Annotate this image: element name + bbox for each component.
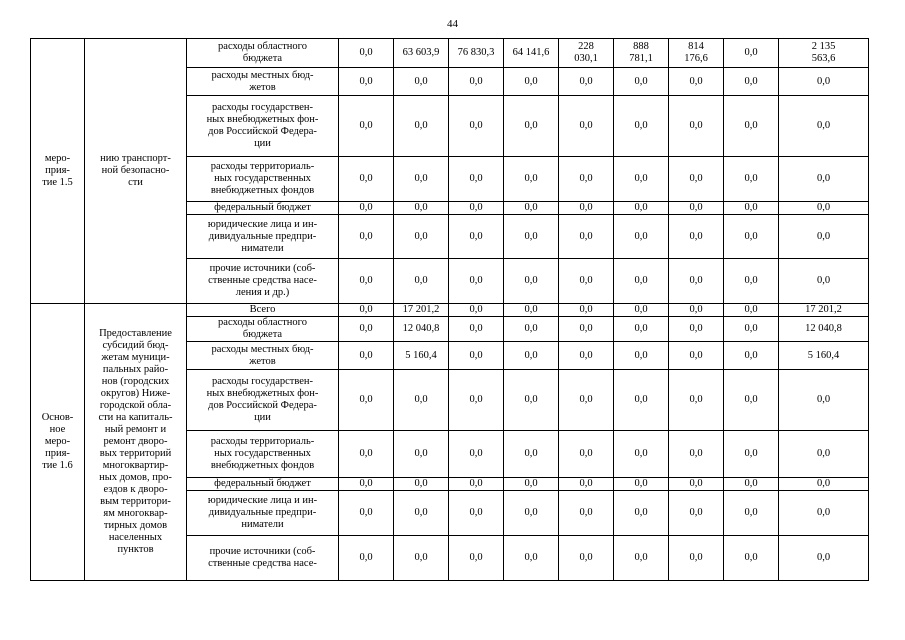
- funding-source-cell: юридические лица и ин- дивидуальные предпри- ниматели: [187, 215, 339, 259]
- value-cell: 0,0: [614, 68, 669, 96]
- value-cell: 0,0: [669, 478, 724, 491]
- value-cell: 0,0: [504, 202, 559, 215]
- value-cell: 0,0: [504, 342, 559, 370]
- value-cell: 0,0: [614, 342, 669, 370]
- value-cell: 0,0: [669, 317, 724, 342]
- value-cell: 0,0: [724, 215, 779, 259]
- total-cell: 0,0: [779, 157, 869, 202]
- table-row: [31, 304, 869, 317]
- funding-source-cell: расходы областного бюджета: [187, 317, 339, 342]
- value-cell: 0,0: [724, 157, 779, 202]
- total-cell: 2 135 563,6: [779, 39, 869, 68]
- value-cell: 0,0: [339, 370, 394, 431]
- value-cell: 0,0: [394, 259, 449, 304]
- value-cell: 0,0: [339, 317, 394, 342]
- value-cell: 0,0: [614, 259, 669, 304]
- funding-source-cell: прочие источники (соб- ственные средства насе- ления и др.): [187, 259, 339, 304]
- value-cell: 0,0: [559, 342, 614, 370]
- value-cell: 0,0: [559, 317, 614, 342]
- funding-source-cell: расходы государствен- ных внебюджетных фон- дов Российской Федера- ции: [187, 96, 339, 157]
- value-cell: 0,0: [724, 68, 779, 96]
- value-cell: 0,0: [669, 491, 724, 536]
- value-cell: 0,0: [449, 202, 504, 215]
- funding-source-cell: федеральный бюджет: [187, 478, 339, 491]
- total-cell: 0,0: [779, 431, 869, 478]
- value-cell: 0,0: [339, 215, 394, 259]
- value-cell: 0,0: [394, 478, 449, 491]
- value-cell: 0,0: [449, 215, 504, 259]
- activity-cell: меро- прия- тие 1.5: [31, 39, 85, 304]
- value-cell: 0,0: [394, 370, 449, 431]
- total-cell: 12 040,8: [779, 317, 869, 342]
- value-cell: 0,0: [339, 478, 394, 491]
- value-cell: 0,0: [669, 342, 724, 370]
- value-cell: 0,0: [724, 96, 779, 157]
- value-cell: 0,0: [394, 68, 449, 96]
- funding-source-cell: юридические лица и ин- дивидуальные предпри- ниматели: [187, 491, 339, 536]
- value-cell: 0,0: [669, 431, 724, 478]
- value-cell: 0,0: [504, 431, 559, 478]
- value-cell: 0,0: [614, 370, 669, 431]
- value-cell: 0,0: [449, 491, 504, 536]
- value-cell: 0,0: [724, 536, 779, 581]
- value-cell: 0,0: [449, 68, 504, 96]
- value-cell: 0,0: [669, 370, 724, 431]
- value-cell: 0,0: [339, 491, 394, 536]
- value-cell: 0,0: [339, 157, 394, 202]
- value-cell: 228 030,1: [559, 39, 614, 68]
- description-cell: нию транспорт- ной безопасно- сти: [85, 39, 187, 304]
- table-row: [31, 39, 869, 68]
- activity-cell: Основ- ное меро- прия- тие 1.6: [31, 304, 85, 581]
- funding-source-cell: расходы областного бюджета: [187, 39, 339, 68]
- value-cell: 0,0: [339, 536, 394, 581]
- value-cell: 0,0: [559, 370, 614, 431]
- funding-source-cell: расходы местных бюд- жетов: [187, 342, 339, 370]
- value-cell: 0,0: [559, 431, 614, 478]
- value-cell: 0,0: [669, 157, 724, 202]
- total-cell: 0,0: [779, 370, 869, 431]
- budget-table: [30, 38, 869, 581]
- value-cell: 0,0: [614, 478, 669, 491]
- value-cell: 0,0: [559, 536, 614, 581]
- total-cell: 5 160,4: [779, 342, 869, 370]
- value-cell: 0,0: [559, 304, 614, 317]
- value-cell: 0,0: [559, 68, 614, 96]
- value-cell: 17 201,2: [394, 304, 449, 317]
- value-cell: 12 040,8: [394, 317, 449, 342]
- value-cell: 0,0: [559, 259, 614, 304]
- value-cell: 0,0: [394, 431, 449, 478]
- value-cell: 0,0: [614, 317, 669, 342]
- total-cell: 0,0: [779, 491, 869, 536]
- value-cell: 63 603,9: [394, 39, 449, 68]
- value-cell: 64 141,6: [504, 39, 559, 68]
- funding-source-cell: федеральный бюджет: [187, 202, 339, 215]
- value-cell: 0,0: [669, 215, 724, 259]
- total-cell: 0,0: [779, 68, 869, 96]
- value-cell: 0,0: [724, 478, 779, 491]
- value-cell: 0,0: [449, 431, 504, 478]
- value-cell: 0,0: [724, 202, 779, 215]
- value-cell: 0,0: [504, 370, 559, 431]
- value-cell: 76 830,3: [449, 39, 504, 68]
- funding-source-cell: расходы территориаль- ных государственных внебюджетных фондов: [187, 431, 339, 478]
- value-cell: 0,0: [339, 202, 394, 215]
- value-cell: 5 160,4: [394, 342, 449, 370]
- value-cell: 0,0: [614, 215, 669, 259]
- value-cell: 0,0: [504, 157, 559, 202]
- value-cell: 0,0: [669, 304, 724, 317]
- value-cell: 0,0: [614, 536, 669, 581]
- value-cell: 0,0: [339, 39, 394, 68]
- value-cell: 0,0: [724, 431, 779, 478]
- value-cell: 0,0: [614, 491, 669, 536]
- value-cell: 0,0: [449, 342, 504, 370]
- value-cell: 0,0: [504, 536, 559, 581]
- value-cell: 0,0: [394, 157, 449, 202]
- value-cell: 0,0: [559, 478, 614, 491]
- value-cell: 0,0: [559, 202, 614, 215]
- value-cell: 888 781,1: [614, 39, 669, 68]
- value-cell: 0,0: [559, 491, 614, 536]
- value-cell: 0,0: [559, 215, 614, 259]
- value-cell: 0,0: [559, 157, 614, 202]
- total-cell: 17 201,2: [779, 304, 869, 317]
- value-cell: 0,0: [724, 39, 779, 68]
- value-cell: 0,0: [504, 68, 559, 96]
- total-cell: 0,0: [779, 202, 869, 215]
- value-cell: 0,0: [504, 317, 559, 342]
- value-cell: 0,0: [724, 317, 779, 342]
- total-cell: 0,0: [779, 478, 869, 491]
- value-cell: 0,0: [724, 304, 779, 317]
- value-cell: 0,0: [504, 259, 559, 304]
- value-cell: 0,0: [339, 304, 394, 317]
- total-cell: 0,0: [779, 96, 869, 157]
- value-cell: 0,0: [559, 96, 614, 157]
- value-cell: 0,0: [339, 68, 394, 96]
- funding-source-cell: прочие источники (соб- ственные средства насе-: [187, 536, 339, 581]
- value-cell: 0,0: [614, 96, 669, 157]
- value-cell: 0,0: [449, 157, 504, 202]
- total-cell: 0,0: [779, 536, 869, 581]
- value-cell: 0,0: [504, 491, 559, 536]
- value-cell: 0,0: [339, 431, 394, 478]
- value-cell: 0,0: [669, 96, 724, 157]
- value-cell: 0,0: [504, 304, 559, 317]
- value-cell: 0,0: [669, 68, 724, 96]
- value-cell: 0,0: [449, 96, 504, 157]
- value-cell: 0,0: [614, 157, 669, 202]
- value-cell: 0,0: [504, 215, 559, 259]
- value-cell: 0,0: [449, 536, 504, 581]
- value-cell: 0,0: [724, 259, 779, 304]
- value-cell: 0,0: [669, 536, 724, 581]
- total-cell: 0,0: [779, 259, 869, 304]
- value-cell: 0,0: [669, 259, 724, 304]
- value-cell: 0,0: [504, 96, 559, 157]
- value-cell: 0,0: [724, 370, 779, 431]
- value-cell: 0,0: [394, 536, 449, 581]
- value-cell: 0,0: [449, 317, 504, 342]
- value-cell: 0,0: [449, 259, 504, 304]
- page-number: 44: [447, 18, 458, 30]
- value-cell: 0,0: [394, 215, 449, 259]
- value-cell: 0,0: [504, 478, 559, 491]
- funding-source-cell: расходы территориаль- ных государственных внебюджетных фондов: [187, 157, 339, 202]
- value-cell: 0,0: [339, 342, 394, 370]
- total-cell: 0,0: [779, 215, 869, 259]
- funding-source-cell: расходы государствен- ных внебюджетных фон- дов Российской Федера- ции: [187, 370, 339, 431]
- value-cell: 0,0: [449, 304, 504, 317]
- value-cell: 0,0: [724, 342, 779, 370]
- value-cell: 0,0: [394, 96, 449, 157]
- value-cell: 0,0: [339, 96, 394, 157]
- value-cell: 0,0: [614, 304, 669, 317]
- value-cell: 0,0: [614, 202, 669, 215]
- value-cell: 0,0: [449, 478, 504, 491]
- value-cell: 814 176,6: [669, 39, 724, 68]
- value-cell: 0,0: [614, 431, 669, 478]
- value-cell: 0,0: [394, 202, 449, 215]
- value-cell: 0,0: [394, 491, 449, 536]
- value-cell: 0,0: [724, 491, 779, 536]
- value-cell: 0,0: [339, 259, 394, 304]
- funding-source-cell: Всего: [187, 304, 339, 317]
- funding-source-cell: расходы местных бюд- жетов: [187, 68, 339, 96]
- value-cell: 0,0: [669, 202, 724, 215]
- description-cell: Предоставление субсидий бюд- жетам муници- пальных райо- нов (городских округов) Ниже- городской обла- сти на капиталь- ный ремонт и ремонт дворо- вых территорий многоквартир- ных домов, про- ездов к дворо- вым территори- ям многоквар- тирных домов населенных пунктов: [85, 304, 187, 581]
- value-cell: 0,0: [449, 370, 504, 431]
